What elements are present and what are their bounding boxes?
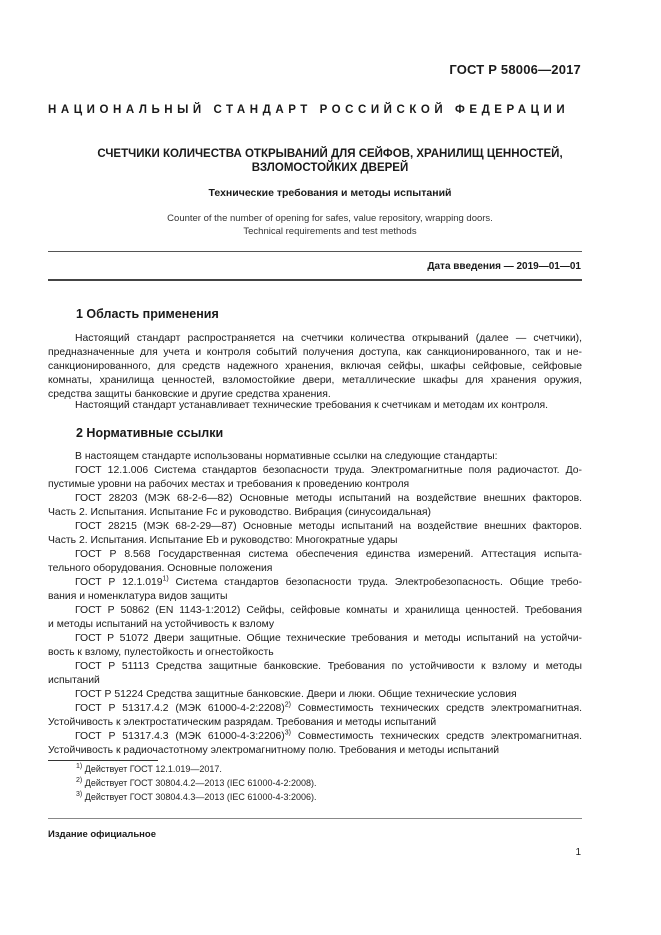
section-2-heading: 2 Нормативные ссылки xyxy=(76,426,224,440)
section-1-paragraph-1 xyxy=(48,332,582,402)
footnote-ref[interactable]: 3) xyxy=(284,729,291,737)
title-line-2: ВЗЛОМОСТОЙКИХ ДВЕРЕЙ xyxy=(251,162,409,174)
reference-line: ГОСТ Р 51113 Средства защитные банковские. Требования по устойчивости к взлому и методы xyxy=(75,661,582,672)
national-standard-banner: НАЦИОНАЛЬНЫЙ СТАНДАРТ РОССИЙСКОЙ ФЕДЕРАЦИИ xyxy=(48,104,570,116)
footnote-text: Действует ГОСТ 30804.4.3—2013 (IEC 61000-4-3:2006). xyxy=(82,792,317,802)
text-line: средства защиты банковские и другие средства хранения. xyxy=(48,389,331,400)
reference-line xyxy=(48,730,582,744)
footnote-2 xyxy=(76,778,316,788)
reference-line: ГОСТ Р 51072 Двери защитные. Общие технические требования и методы испытаний на устойчи- xyxy=(75,633,582,644)
footnote-mark: 1) xyxy=(76,763,83,770)
page-number: 1 xyxy=(575,847,581,858)
footnote-separator xyxy=(48,760,158,761)
reference-line: Устойчивость к электростатическим разрядам. Требования и методы испытаний xyxy=(48,717,437,728)
title-line-1: СЧЕТЧИКИ КОЛИЧЕСТВА ОТКРЫВАНИЙ ДЛЯ СЕЙФОВ, ХРАНИЛИЩ ЦЕННОСТЕЙ, xyxy=(97,148,563,160)
footnote-text: Действует ГОСТ 30804.4.2—2013 (IEC 61000-4-2:2008). xyxy=(82,778,317,788)
divider-bottom xyxy=(48,279,582,281)
reference-line: вость к взлому, пулестойкость и огнестойкость xyxy=(48,647,274,658)
text-line: предназначенные для учета и контроля событий получения доступа, как санкционированного, так и не- xyxy=(48,347,582,358)
reference-line: ГОСТ Р 51224 Средства защитные банковские. Двери и люки. Общие технические условия xyxy=(75,689,517,700)
normative-references xyxy=(48,450,582,758)
reference-line: ГОСТ 12.1.006 Система стандартов безопасности труда. Электромагнитные поля радиочастот. До- xyxy=(75,465,582,476)
reference-code: ГОСТ Р 51317.4.2 (МЭК 61000-4-2:2208) xyxy=(75,703,285,714)
text-line: санкционированного, для средств надежного хранения, включая сейфы, шкафы сейфовые, сейфовые xyxy=(48,361,582,372)
reference-line: испытаний xyxy=(48,675,100,686)
reference-text: Совместимость технических средств электромагнитная. xyxy=(290,703,582,714)
reference-code: ГОСТ Р 51317.4.3 (МЭК 61000-4-3:2206) xyxy=(75,731,285,742)
text-line: Настоящий стандарт распространяется на счетчики количества открываний (далее — счетчики), xyxy=(75,333,582,344)
standard-number: ГОСТ Р 58006—2017 xyxy=(449,62,581,77)
reference-line: вания и номенклатура видов защиты xyxy=(48,591,228,602)
document-title xyxy=(60,147,600,175)
divider-top xyxy=(48,251,582,252)
english-title-line-1: Counter of the number of opening for safes, value repository, wrapping doors. xyxy=(167,213,493,224)
references-intro: В настоящем стандарте использованы нормативные ссылки на следующие стандарты: xyxy=(75,451,498,462)
footnote-1 xyxy=(76,764,222,774)
section-1-paragraph-2 xyxy=(48,399,582,413)
footnote-mark: 2) xyxy=(76,777,83,784)
reference-line: ГОСТ 28203 (МЭК 68-2-6—82) Основные методы испытаний на воздействие внешних факторов. xyxy=(75,493,582,504)
text-line: комнаты, хранилища ценностей, взломостойкие двери, металлические шкафы для хранения оружия, xyxy=(48,375,582,386)
text-line: Настоящий стандарт устанавливает технические требования к счетчикам и методам их контроля. xyxy=(75,400,549,411)
footer-divider xyxy=(48,818,582,819)
english-title-line-2: Technical requirements and test methods xyxy=(243,226,417,237)
section-1-heading: 1 Область применения xyxy=(76,307,219,321)
reference-line: ГОСТ Р 8.568 Государственная система обеспечения единства измерений. Аттестация испыта- xyxy=(75,549,582,560)
reference-text: Совместимость технических средств электромагнитная. xyxy=(290,731,582,742)
reference-line: ГОСТ 28215 (МЭК 68-2-29—87) Основные методы испытаний на воздействие внешних факторов. xyxy=(75,521,582,532)
reference-line: и методы испытаний на устойчивость к взлому xyxy=(48,619,275,630)
reference-line xyxy=(48,702,582,716)
reference-code: ГОСТ Р 12.1.019 xyxy=(75,577,163,588)
footnote-ref[interactable]: 1) xyxy=(162,575,169,583)
reference-line: ГОСТ Р 50862 (EN 1143-1:2012) Сейфы, сейфовые комнаты и хранилища ценностей. Требования xyxy=(75,605,582,616)
reference-text: Система стандартов безопасности труда. Электробезопасность. Общие требо- xyxy=(168,577,582,588)
footnote-ref[interactable]: 2) xyxy=(284,701,291,709)
edition-label: Издание официальное xyxy=(48,829,156,840)
english-title xyxy=(60,212,600,238)
reference-line: Часть 2. Испытания. Испытание Eb и руководство: Многократные удары xyxy=(48,535,398,546)
document-subtitle: Технические требования и методы испытаний xyxy=(208,187,452,199)
reference-line: пустимые уровни на рабочих местах и требования к проведению контроля xyxy=(48,479,410,490)
reference-line: Устойчивость к радиочастотному электромагнитному полю. Требования и методы испытаний xyxy=(48,745,500,756)
footnote-3 xyxy=(76,792,316,802)
footnote-mark: 3) xyxy=(76,791,83,798)
introduction-date: Дата введения — 2019—01—01 xyxy=(427,261,581,272)
reference-line: Часть 2. Испытания. Испытание Fc и руководство. Вибрация (синусоидальная) xyxy=(48,507,431,518)
reference-line xyxy=(48,576,582,590)
footnote-text: Действует ГОСТ 12.1.019—2017. xyxy=(82,764,222,774)
reference-line: тельного оборудования. Основные положения xyxy=(48,563,273,574)
